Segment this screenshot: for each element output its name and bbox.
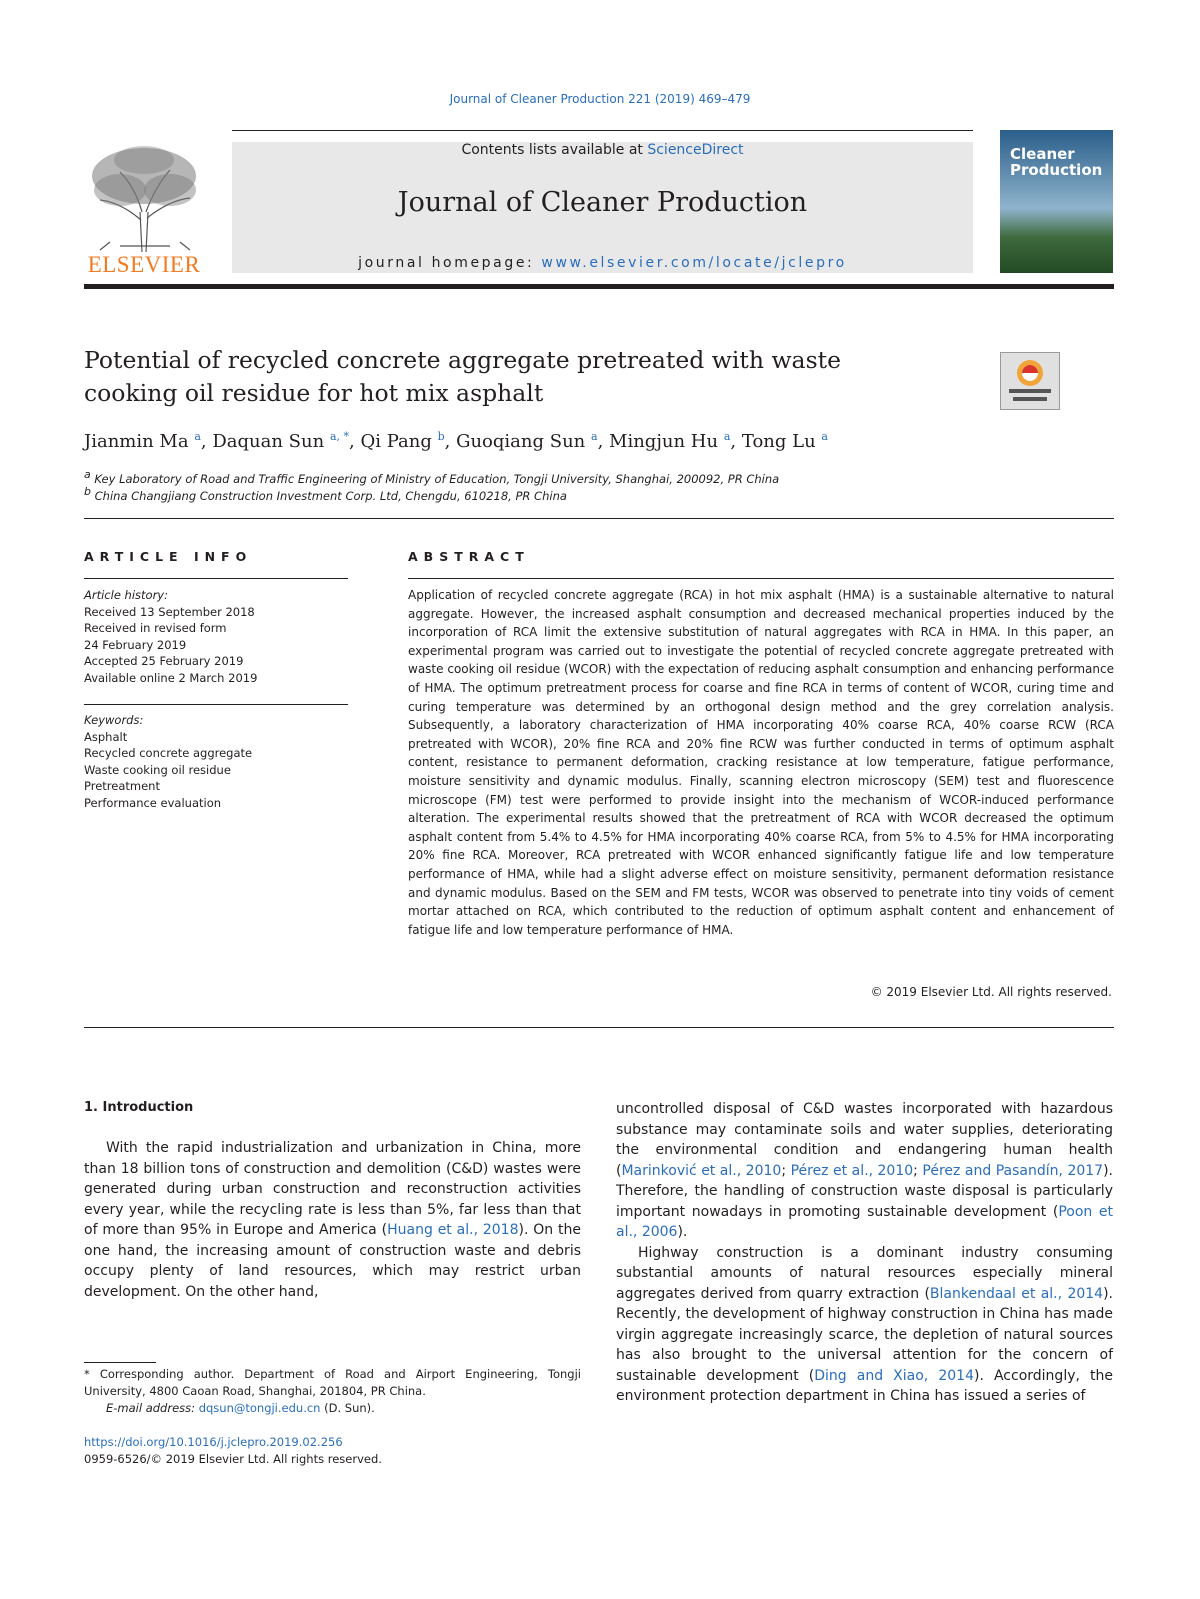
- citation-link[interactable]: Pérez et al., 2010: [790, 1162, 914, 1179]
- contents-line: Contents lists available at ScienceDirect: [461, 142, 744, 158]
- citation-link[interactable]: Ding and Xiao, 2014: [814, 1367, 974, 1384]
- abstract-rule: [408, 578, 1114, 579]
- doi-link[interactable]: https://doi.org/10.1016/j.jclepro.2019.02.256: [84, 1435, 343, 1449]
- body-column-left: [84, 1138, 581, 1302]
- journal-reference-link[interactable]: Journal of Cleaner Production 221 (2019) 469–479: [449, 92, 751, 106]
- author-list: Jianmin Ma $^a$, Daquan Sun $^{a, *}$, Qi Pang $^b$, Guoqiang Sun $^a$, Mingjun Hu $^a$, Tong Lu $^a$: [84, 430, 828, 452]
- section-rule: [84, 518, 1114, 519]
- affiliation-marker[interactable]: a: [194, 430, 201, 443]
- journal-name: Journal of Cleaner Production: [397, 187, 808, 218]
- history-item: Received in revised form: [84, 621, 227, 636]
- article-title: Potential of recycled concrete aggregate pretreated with waste cooking oil residue for hot mix asphalt: [84, 346, 841, 407]
- introduction-heading: 1. Introduction: [84, 1100, 194, 1115]
- keyword-item: Waste cooking oil residue: [84, 762, 231, 777]
- elsevier-wordmark: ELSEVIER: [87, 252, 201, 277]
- keywords-list: Keywords: Asphalt Recycled concrete aggregate Waste cooking oil residue Pretreatment Performance evaluation: [84, 712, 348, 812]
- citation-link[interactable]: Poon et al., 2006: [616, 1203, 1114, 1240]
- header-thick-rule: [84, 284, 1114, 289]
- author-name[interactable]: Guoqiang Sun: [456, 431, 586, 452]
- affiliation-marker[interactable]: a: [821, 430, 828, 443]
- author-name[interactable]: Qi Pang: [360, 431, 432, 452]
- info-rule: [84, 578, 348, 579]
- author-name[interactable]: Jianmin Ma: [84, 431, 189, 452]
- body-column-right: [616, 1099, 1113, 1407]
- keyword-item: Pretreatment: [84, 779, 160, 794]
- history-item: 24 February 2019: [84, 637, 187, 652]
- body-paragraph: With the rapid industrialization and urbanization in China, more than 18 billion tons of construction and demolition (C&D) wastes were generated during urban construction and reconstruction activities every year, while the recycling rate is less than 5%, far less than that of more than 95% in Europe and America (Huang et al., 2018). On the one hand, the increasing amount of construction waste and debris occupy plenty of land resources, which may restrict urban development. On the other hand,: [84, 1140, 581, 1300]
- keyword-item: Asphalt: [84, 729, 128, 744]
- abstract-heading: ABSTRACT: [408, 549, 530, 564]
- affiliation-a: $^a$ Key Laboratory of Road and Traffic Engineering of Ministry of Education, Tongji University, Shanghai, 200092, PR China: [84, 468, 780, 486]
- homepage-link[interactable]: www.elsevier.com/locate/jclepro: [541, 255, 847, 271]
- article-history: Article history: Received 13 September 2018 Received in revised form 24 February 2019 Accepted 25 February 2019 Available online 2 March 2019: [84, 587, 348, 687]
- footnote-rule: [84, 1362, 156, 1363]
- keyword-item: Performance evaluation: [84, 795, 222, 810]
- info-rule: [84, 704, 348, 705]
- check-for-updates-badge[interactable]: [1000, 352, 1060, 410]
- abstract-copyright: © 2019 Elsevier Ltd. All rights reserved.: [870, 985, 1112, 999]
- affiliation-b: $^b$ China Changjiang Construction Investment Corp. Ltd, Chengdu, 610218, PR China: [84, 485, 567, 503]
- affiliation-marker[interactable]: b: [437, 430, 445, 443]
- citation-link[interactable]: Marinković et al., 2010: [621, 1162, 782, 1179]
- history-item: Accepted 25 February 2019: [84, 654, 244, 669]
- section-rule: [84, 1027, 1114, 1028]
- keyword-item: Recycled concrete aggregate: [84, 746, 253, 761]
- history-item: Received 13 September 2018: [84, 604, 255, 619]
- abstract-text: Application of recycled concrete aggregate (RCA) in hot mix asphalt (HMA) is a sustainable alternative to natural aggregate. However, the increased asphalt consumption and decreased mechanical properties induced by the incorporation of RCA limit the extensive substitution of natural aggregates with RCA in HMA. In this paper, an experimental program was carried out to investigate the potential of recycled concrete aggregate pretreated with waste cooking oil residue (WCOR) with the expectation of reducing asphalt consumption and enhancing performance of HMA. The optimum pretreatment process for coarse and fine RCA in terms of content of WCOR, curing time and curing temperature was determined by an orthogonal design method and the grey correlation analysis. Subsequently, a laboratory characterization of HMA incorporating 40% coarse RCA, 40% coarse RCW (RCA pretreated with WCOR), 20% fine RCA and 20% fine RCW was further conducted in terms of optimum asphalt content, resistance to permanent deformation, cracking resistance at low temperature, fatigue performance, moisture sensitivity and dynamic modulus. Finally, scanning electron microscopy (SEM) test and fluorescence microscope (FM) test were performed to provide insight into the mechanism of WCOR-induced performance alteration. The experimental results showed that the pretreatment of RCA with WCOR decreased the optimum asphalt content from 5.4% to 4.5% for HMA incorporating 40% coarse RCA, from 5% to 4.5% for HMA incorporating 20% fine RCA. Moreover, RCA pretreated with WCOR enhanced significantly fatigue life and low temperature performance of HMA, while had a slight adverse effect on moisture sensitivity, permanent deformation resistance and dynamic modulus. Based on the SEM and FM tests, WCOR was observed to penetrate into tiny voids of cement mortar attached on RCA, which contributed to the reduction of optimum asphalt content and enhancement of fatigue life and low temperature performance of HMA.: [408, 588, 1114, 937]
- article-info-heading: ARTICLE INFO: [84, 549, 253, 564]
- corresponding-author-footnote: * Corresponding author. Department of Road and Airport Engineering, Tongji University, 4800 Caoan Road, Shanghai, 201804, PR China. E-mail address: dqsun@tongji.edu.cn (D. Sun).: [84, 1367, 581, 1415]
- homepage-line: journal homepage: www.elsevier.com/locate/jclepro: [358, 255, 847, 271]
- journal-cover-title: Cleaner Production: [1010, 145, 1103, 179]
- email-link[interactable]: dqsun@tongji.edu.cn: [198, 1401, 321, 1415]
- body-paragraph: uncontrolled disposal of C&D wastes incorporated with hazardous substance may contaminate soils and water supplies, deteriorating the environmental condition and endangering human health (Marinković et al., 2010; Pérez et al., 2010; Pérez and Pasandín, 2017). Therefore, the handling of construction waste disposal is particularly important nowadays in promoting sustainable development (Poon et al., 2006).: [616, 1101, 1114, 1240]
- affiliation-marker[interactable]: a: [723, 430, 731, 443]
- history-item: Available online 2 March 2019: [84, 670, 258, 685]
- author-name[interactable]: Tong Lu: [741, 431, 816, 452]
- body-paragraph: Highway construction is a dominant industry consuming substantial amounts of natural resources especially mineral aggregates derived from quarry extraction (Blankendaal et al., 2014). Recently, the development of highway construction in China has made virgin aggregate increasingly scarce, the depletion of natural sources has also brought to the universal attention for the concern of sustainable development (Ding and Xiao, 2014). Accordingly, the environment protection department in China has issued a series of: [616, 1244, 1114, 1404]
- citation-link[interactable]: Pérez and Pasandín, 2017: [922, 1162, 1104, 1179]
- citation-link[interactable]: Huang et al., 2018: [387, 1222, 519, 1238]
- affiliation-marker[interactable]: a, *: [329, 430, 349, 443]
- author-name[interactable]: Mingjun Hu: [609, 431, 719, 452]
- citation-link[interactable]: Blankendaal et al., 2014: [929, 1285, 1104, 1302]
- sciencedirect-link[interactable]: ScienceDirect: [647, 142, 744, 158]
- header-rule: [232, 130, 973, 131]
- author-name[interactable]: Daquan Sun: [212, 431, 325, 452]
- issn-copyright: 0959-6526/© 2019 Elsevier Ltd. All rights reserved.: [84, 1452, 382, 1466]
- affiliation-marker[interactable]: a: [591, 430, 598, 443]
